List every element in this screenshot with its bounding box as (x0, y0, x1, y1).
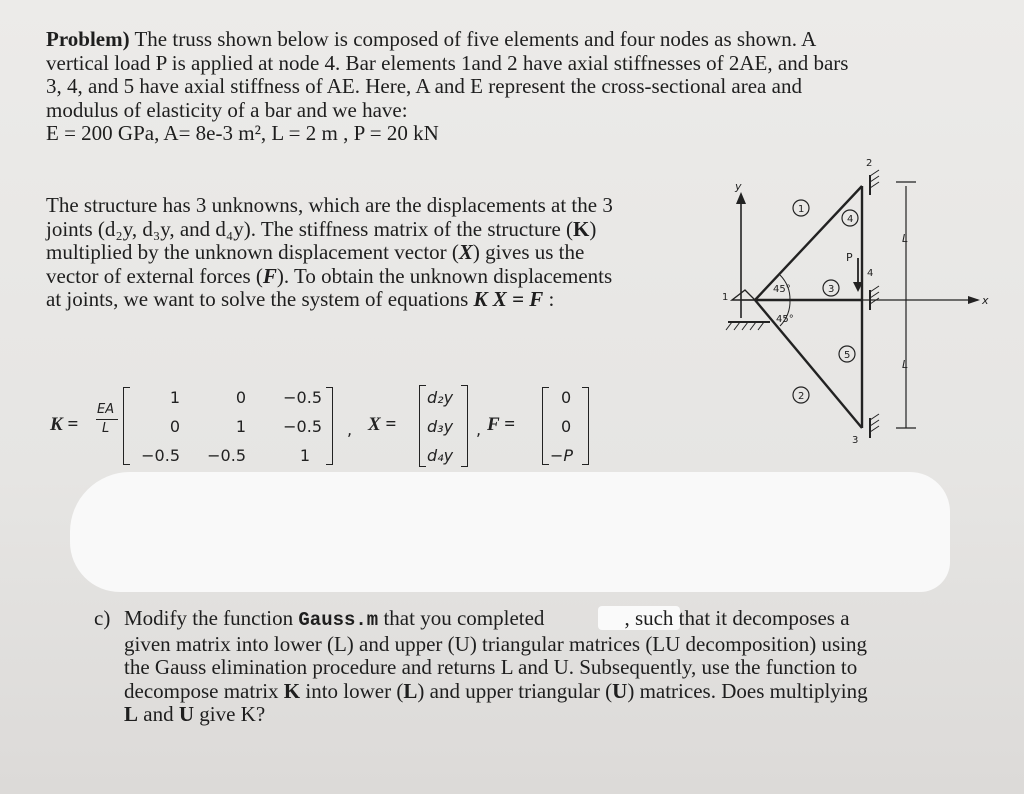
F-label: F = (487, 414, 515, 435)
K-cell-23: −0.5 (283, 417, 322, 436)
comma-1: , (347, 420, 353, 439)
node-1-label: 1 (722, 292, 729, 303)
K-cell-22: 1 (235, 417, 246, 436)
X-cell-2: d₃y (427, 417, 454, 436)
node-2-label: 2 (866, 158, 873, 169)
part-c-line-3: the Gauss elimination procedure and returns L and U. Subsequently, use the function to (124, 655, 858, 679)
K-cell-12: 0 (235, 388, 246, 407)
structure-line-1: The structure has 3 unknowns, which are the displacements at the 3 (46, 193, 613, 217)
angle-top-label: 45° (773, 284, 791, 295)
F-cell-3: −P (550, 446, 574, 465)
element-5-label: 5 (844, 350, 851, 361)
problem-line-5: E = 200 GPa, A= 8e-3 m², L = 2 m , P = 20 kN (46, 121, 439, 145)
part-c-line-4: decompose matrix K into lower (L) and upper triangular (U) matrices. Does multiplying (124, 678, 868, 703)
problem-line-2: vertical load P is applied at node 4. Bar elements 1and 2 have axial stiffnesses of 2AE, and bars (46, 50, 849, 75)
K-label: K = (50, 414, 79, 435)
support-1 (732, 290, 755, 300)
part-c (94, 607, 868, 727)
comma-2: , (476, 420, 482, 439)
y-axis-label: y (735, 180, 742, 193)
element-3-label: 3 (828, 284, 835, 295)
redaction-block-large (70, 472, 950, 592)
dim-bottom-label: L (902, 358, 909, 371)
x-axis-label: x (982, 294, 989, 307)
structure-line-4: vector of external forces (F). To obtain the unknown displacements (46, 263, 613, 288)
member-2 (755, 300, 862, 428)
K-cell-21: 0 (169, 417, 180, 436)
member-1 (755, 186, 862, 300)
dim-top-label: L (902, 232, 909, 245)
X-cell-3: d₄y (427, 446, 454, 465)
K-cell-11: 1 (169, 388, 180, 407)
K-cell-33: 1 (299, 446, 310, 465)
K-cell-32: −0.5 (207, 446, 246, 465)
element-4-label: 4 (847, 214, 854, 225)
y-axis-arrow (736, 192, 746, 204)
element-1-label: 1 (798, 204, 805, 215)
F-cell-1: 0 (561, 388, 572, 407)
EA-numerator: EA (97, 402, 115, 417)
angle-bottom-label: 45° (776, 314, 794, 325)
L-denominator: L (102, 421, 110, 436)
load-label: P (846, 251, 853, 264)
X-label: X = (368, 414, 397, 435)
problem-line-3: 3, 4, and 5 have axial stiffness of AE. Here, A and E represent the cross-sectional area and (46, 74, 802, 98)
element-2-label: 2 (798, 391, 805, 402)
x-axis-arrow (968, 296, 980, 304)
part-c-line-1: c) Modify the function Gauss.m that you completed , such that it decomposes a (94, 606, 850, 631)
problem-line-4: modulus of elasticity of a bar and we have: (46, 97, 408, 122)
node-3-label: 3 (852, 435, 859, 446)
part-c-line-2: given matrix into lower (L) and upper (U) triangular matrices (LU decomposition) using (124, 631, 867, 656)
node-4-label: 4 (867, 268, 874, 279)
K-cell-13: −0.5 (283, 388, 322, 407)
part-c-line-5: L and U give K? (124, 702, 266, 726)
structure-line-5: at joints, we want to solve the system of equations K X = F : (46, 287, 555, 311)
structure-line-2: joints (d₂y, d₃y, and d₄y). The stiffness matrix of the structure (K) (46, 216, 597, 241)
F-cell-2: 0 (561, 417, 572, 436)
X-cell-1: d₂y (427, 388, 454, 407)
K-cell-31: −0.5 (141, 446, 180, 465)
structure-line-3: multiplied by the unknown displacement vector (X) gives us the (46, 240, 585, 264)
problem-line-1: Problem) The truss shown below is composed of five elements and four nodes as shown. A (46, 27, 817, 51)
